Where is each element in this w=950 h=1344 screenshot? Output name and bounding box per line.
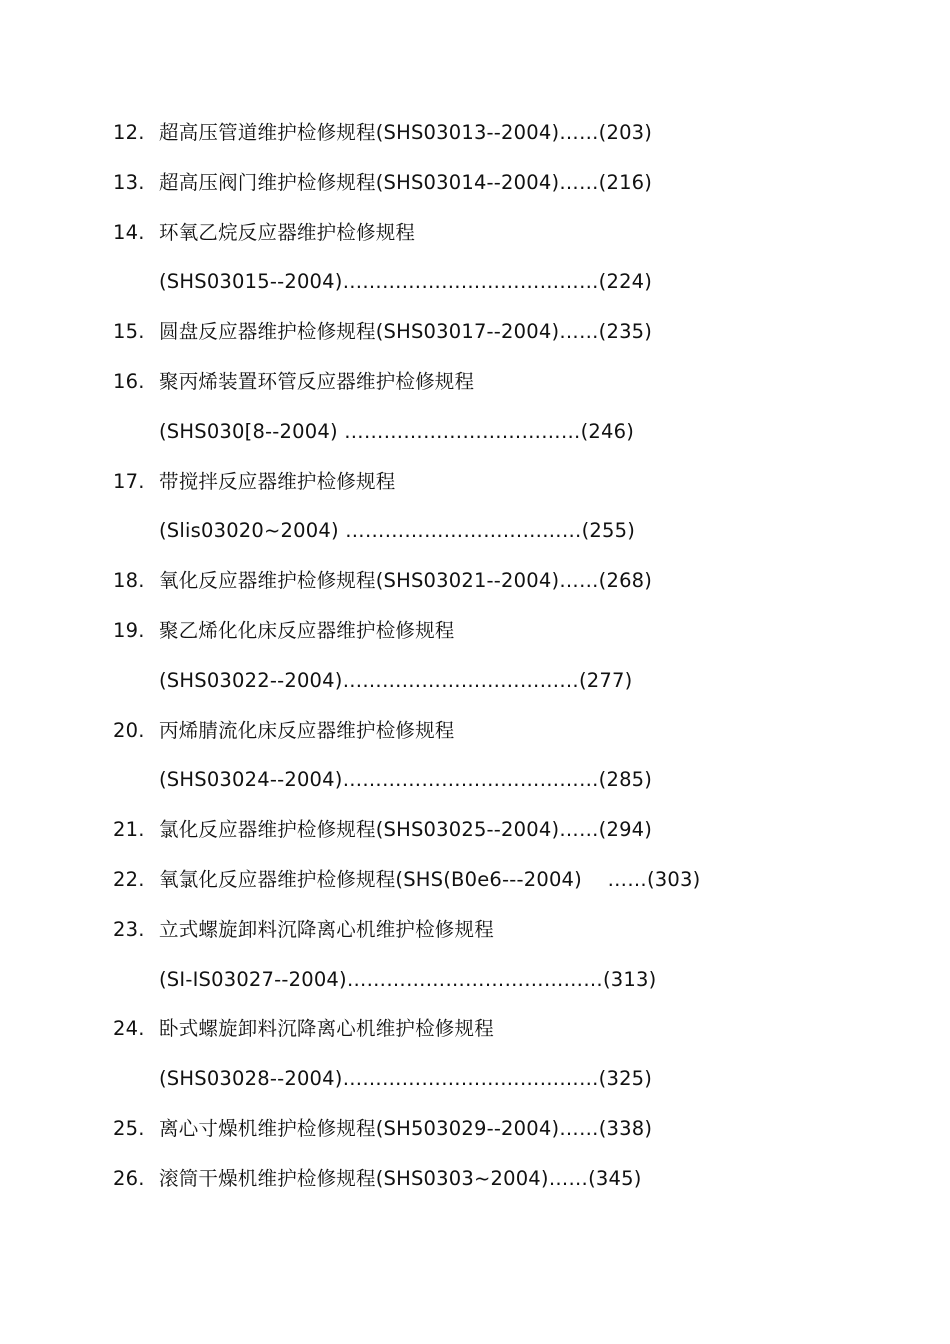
toc-entry-15 xyxy=(113,315,893,365)
entry-title: 圆盘反应器维护检修规程(SHS03017--2004)……(235) xyxy=(159,320,653,344)
entry-number: 24. xyxy=(113,1017,145,1041)
entry-number: 12. xyxy=(113,121,145,144)
entry-number: 20. xyxy=(113,718,145,742)
entry-number: 14. xyxy=(113,220,145,244)
entry-number: 25. xyxy=(113,1116,145,1140)
toc-entry-20 xyxy=(113,714,893,764)
entry-number: 21. xyxy=(113,818,145,842)
toc-entry-26 xyxy=(113,1162,893,1212)
entry-title: 卧式螺旋卸料沉降离心机维护检修规程 xyxy=(159,1017,494,1041)
toc-entry-24 xyxy=(113,1012,893,1062)
entry-title: 氯化反应器维护检修规程(SHS03025--2004)……(294) xyxy=(159,818,653,842)
entry-number: 17. xyxy=(113,469,145,493)
entry-number: 23. xyxy=(113,917,145,941)
toc-entry-14-code: (SHS03015--2004)…………………………………(224) xyxy=(159,270,653,294)
entry-title: 离心寸燥机维护检修规程(SH503029--2004)……(338) xyxy=(159,1116,653,1140)
entry-title: 丙烯腈流化床反应器维护检修规程 xyxy=(159,718,455,742)
entry-number: 22. xyxy=(113,867,145,891)
toc-entry-12 xyxy=(113,116,893,166)
entry-number: 13. xyxy=(113,170,145,194)
entry-title: 超高压管道维护检修规程(SHS03013--2004)……(203) xyxy=(159,121,653,144)
entry-number: 15. xyxy=(113,320,145,344)
toc-entry-21 xyxy=(113,813,893,863)
toc-entry-22 xyxy=(113,863,893,913)
toc-entry-16 xyxy=(113,365,893,415)
entry-number: 26. xyxy=(113,1166,145,1190)
entry-title: 氧氯化反应器维护检修规程(SHS(B0e6---2004) ……(303) xyxy=(159,867,701,891)
entry-title: 超高压阀门维护检修规程(SHS03014--2004)……(216) xyxy=(159,170,653,194)
entry-number: 18. xyxy=(113,569,145,593)
toc-entry-23-code: (SI-IS03027--2004)…………………………………(313) xyxy=(159,967,657,991)
entry-title: 氧化反应器维护检修规程(SHS03021--2004)……(268) xyxy=(159,569,653,593)
entry-title: 聚丙烯装置环管反应器维护检修规程 xyxy=(159,369,475,393)
toc-entry-14 xyxy=(113,216,893,266)
entry-title: 立式螺旋卸料沉降离心机维护检修规程 xyxy=(159,917,494,941)
toc-entry-19-code: (SHS03022--2004)………………………………(277) xyxy=(159,668,633,692)
toc-entry-17 xyxy=(113,465,893,515)
table-of-contents xyxy=(113,116,893,1212)
toc-entry-23 xyxy=(113,913,893,963)
toc-entry-13 xyxy=(113,166,893,216)
entry-title: 环氧乙烷反应器维护检修规程 xyxy=(159,220,416,244)
toc-entry-19 xyxy=(113,614,893,664)
entry-number: 16. xyxy=(113,369,145,393)
entry-title: 滚筒干燥机维护检修规程(SHS0303~2004)……(345) xyxy=(159,1166,642,1190)
toc-entry-25 xyxy=(113,1112,893,1162)
toc-entry-16-code: (SHS030[8--2004) ………………………………(246) xyxy=(159,419,634,443)
entry-title: 聚乙烯化化床反应器维护检修规程 xyxy=(159,618,455,642)
toc-entry-24-code: (SHS03028--2004)…………………………………(325) xyxy=(159,1067,653,1091)
entry-number: 19. xyxy=(113,618,145,642)
toc-entry-20-code: (SHS03024--2004)…………………………………(285) xyxy=(159,768,653,792)
toc-entry-17-code: (Slis03020~2004) ………………………………(255) xyxy=(159,519,636,543)
entry-title: 带搅拌反应器维护检修规程 xyxy=(159,469,396,493)
toc-entry-18 xyxy=(113,564,893,614)
